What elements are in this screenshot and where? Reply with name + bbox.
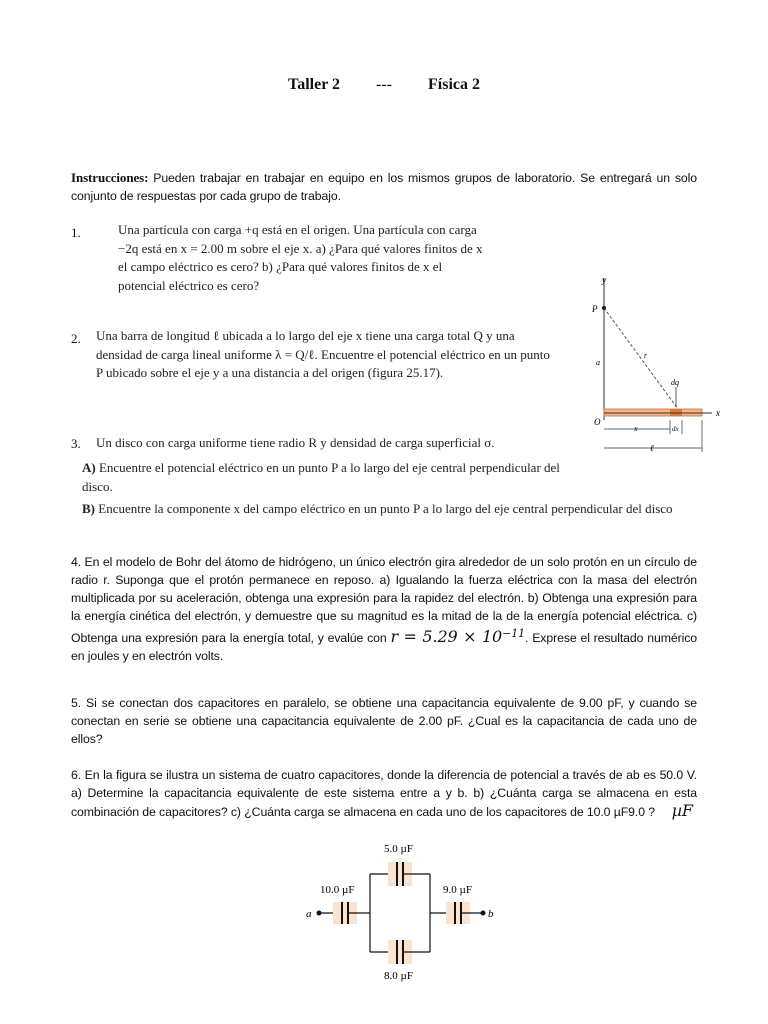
problem2-number: 2. <box>71 331 81 346</box>
y-axis-label: y <box>602 275 606 285</box>
cap-bottom-label: 8.0 µF <box>384 970 413 982</box>
problem3-part-b-label: B) <box>82 501 95 516</box>
node-b-dot <box>481 911 486 916</box>
problem3-text: Un disco con carga uniforme tiene radio R y densidad de carga superficial σ. <box>96 435 495 450</box>
problem6-unit: µF <box>671 801 693 820</box>
problem3-part-a <box>82 459 568 496</box>
problem2-text: Una barra de longitud ℓ ubicada a lo largo del eje x tiene una carga total Q y una densidad de carga lineal uniforme λ = Q/ℓ. Encuentre el potencial eléctrico en un punto P ubicado sobre el eje y a una distancia a del origen (figura 25.17). <box>96 328 550 380</box>
problem6-overlap: µF <box>613 805 629 819</box>
cap-top-label: 5.0 µF <box>384 843 413 855</box>
distance-r-line <box>604 308 678 409</box>
rod-figure-svg <box>588 270 728 460</box>
x-axis-label: x <box>716 408 720 418</box>
title-right: Física 2 <box>428 76 480 93</box>
problem4-end: . Exprese el resultado numérico en joules y en electrón volts. <box>71 631 697 664</box>
problem4-math: r = 5.29 × 10 <box>390 627 503 647</box>
problem6-end: 9.0 ? <box>628 805 659 819</box>
dq-label: dq <box>671 378 679 387</box>
node-b-label: b <box>488 908 494 920</box>
distance-a-label: a <box>596 358 600 367</box>
origin-label: O <box>594 417 601 427</box>
cap-left-label: 10.0 µF <box>320 884 355 896</box>
problem4-exponent: −11 <box>502 627 526 640</box>
cap-right-label: 9.0 µF <box>443 884 472 896</box>
problem5-text: 5. Si se conectan dos capacitores en paralelo, se obtiene una capacitancia equivalente de 9.00 pF, y cuando se conectan en serie se obtiene una capacitancia equivalente de 2.00 pF. ¿Cual es la capacitancia de cada uno de ellos? <box>71 696 697 746</box>
problem1-text: Una partícula con carga +q está en el origen. Una partícula con carga −2q está en x = 2.00 m sobre el eje x. a) ¿Para qué valores finitos de x el campo eléctrico es cero? b) ¿Para qué valores finitos de x el potencial eléctrico es cero? <box>118 222 483 293</box>
problem1-number: 1. <box>71 225 81 240</box>
problem3-number: 3. <box>71 436 81 451</box>
title-separator: --- <box>376 76 392 93</box>
distance-r-label: r <box>644 351 648 360</box>
circuit-figure-svg <box>300 836 500 986</box>
instructions-label: Instrucciones: <box>71 170 149 185</box>
instructions-text: Pueden trabajar en trabajar en equipo en los mismos grupos de laboratorio. Se entregará un solo conjunto de respuestas por cada grupo de trabajo. <box>71 171 697 203</box>
x-dimension-label: x <box>634 424 638 433</box>
problem4-text <box>71 553 697 665</box>
point-p-label: P <box>592 304 598 314</box>
page-title <box>0 76 768 94</box>
problem4-body: 4. En el modelo de Bohr del átomo de hidrógeno, un único electrón gira alrededor de un solo protón en un círculo de radio r. Suponga que el protón permanece en reposo. a) Igualando la fuerza eléctrica con la masa del electrón multiplicada por su aceleración, obtenga una expresión para la rapidez del electrón. b) Obtenga una expresión para la energía cinética del electrón, y demuestre que su magnitud es la mitad de la de la energía potencial eléctrica. c) Obtenga una expresión para la energía total, y evalúe con <box>71 555 697 646</box>
problem6-text <box>71 766 697 821</box>
rod-figure <box>588 270 728 465</box>
problem6-body: 6. En la figura se ilustra un sistema de cuatro capacitores, donde la diferencia de potencial a través de ab es 50.0 V. a) Determine la capacitancia equivalente de este sistema entre a y b. b) ¿Cuánta carga se almacena en esta combinación de capacitores? c) ¿Cuánta carga se almacena en cada uno de los capacitores de 10.0 <box>71 768 697 819</box>
problem3-part-b-text: Encuentre la componente x del campo eléctrico en un punto P a lo largo del eje central perpendicular del disco <box>95 501 673 516</box>
length-label: ℓ <box>650 443 654 453</box>
dx-label: dx <box>672 425 679 433</box>
title-left: Taller 2 <box>288 76 341 93</box>
problem3-part-b <box>82 500 722 519</box>
instructions <box>71 169 697 205</box>
circuit-figure <box>300 836 500 991</box>
node-a-label: a <box>306 908 312 920</box>
problem3-part-a-text: Encuentre el potencial eléctrico en un punto P a lo largo del eje central perpendicular del disco. <box>82 460 560 494</box>
problem3-part-a-label: A) <box>82 460 96 475</box>
